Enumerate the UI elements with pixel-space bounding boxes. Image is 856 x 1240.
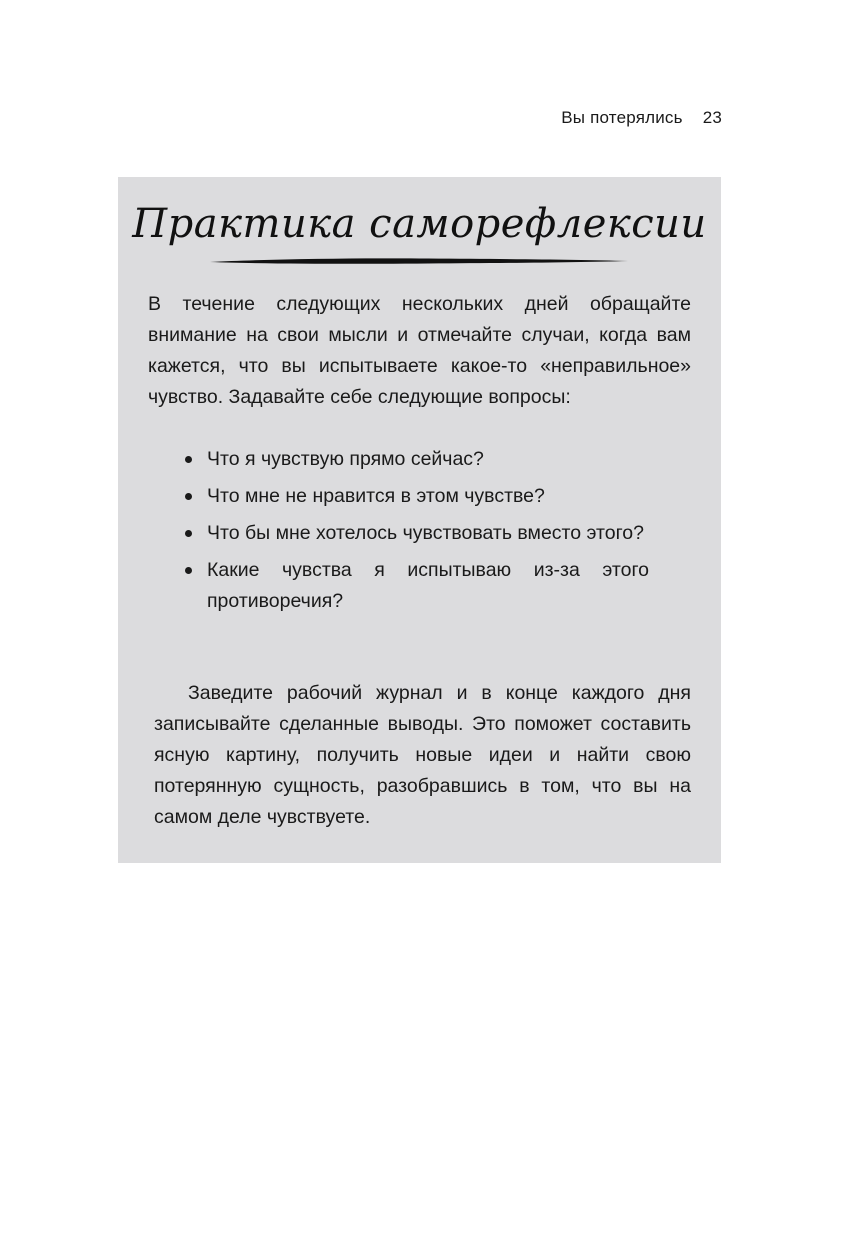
- list-item: [207, 555, 649, 617]
- chapter-title: Вы потерялись: [561, 108, 683, 127]
- title-underline: [208, 256, 630, 266]
- exercise-title: Практика саморефлексии: [132, 201, 707, 247]
- question-text: Что мне не нравится в этом чувстве?: [207, 485, 545, 507]
- outro-paragraph: Заведите рабочий журнал и в конце каждого дня записывайте сделанные выводы. Это поможет составить ясную картину, получить новые идеи и найти свою потерянную сущность, разобравшись в том, что вы на самом деле чувствуете.: [154, 682, 691, 828]
- bullet-icon: [185, 456, 192, 463]
- list-item: [207, 444, 649, 475]
- intro-paragraph: В течение следующих нескольких дней обращайте внимание на свои мысли и отмечайте случаи, когда вам кажется, что вы испытываете какое-то «неправильное» чувство. Задавайте себе следующие вопросы:: [148, 293, 691, 408]
- list-item: [207, 481, 649, 512]
- running-header: [561, 108, 722, 128]
- questions-list: [207, 444, 649, 623]
- question-text: Что бы мне хотелось чувствовать вместо этого?: [207, 522, 644, 544]
- exercise-box: [118, 177, 721, 863]
- list-item: [207, 518, 649, 549]
- bullet-icon: [185, 530, 192, 537]
- question-text: Что я чувствую прямо сейчас?: [207, 448, 484, 470]
- bullet-icon: [185, 567, 192, 574]
- page-number: 23: [702, 108, 722, 127]
- bullet-icon: [185, 493, 192, 500]
- question-text: Какие чувства я испытываю из-за этого противоречия?: [207, 559, 649, 612]
